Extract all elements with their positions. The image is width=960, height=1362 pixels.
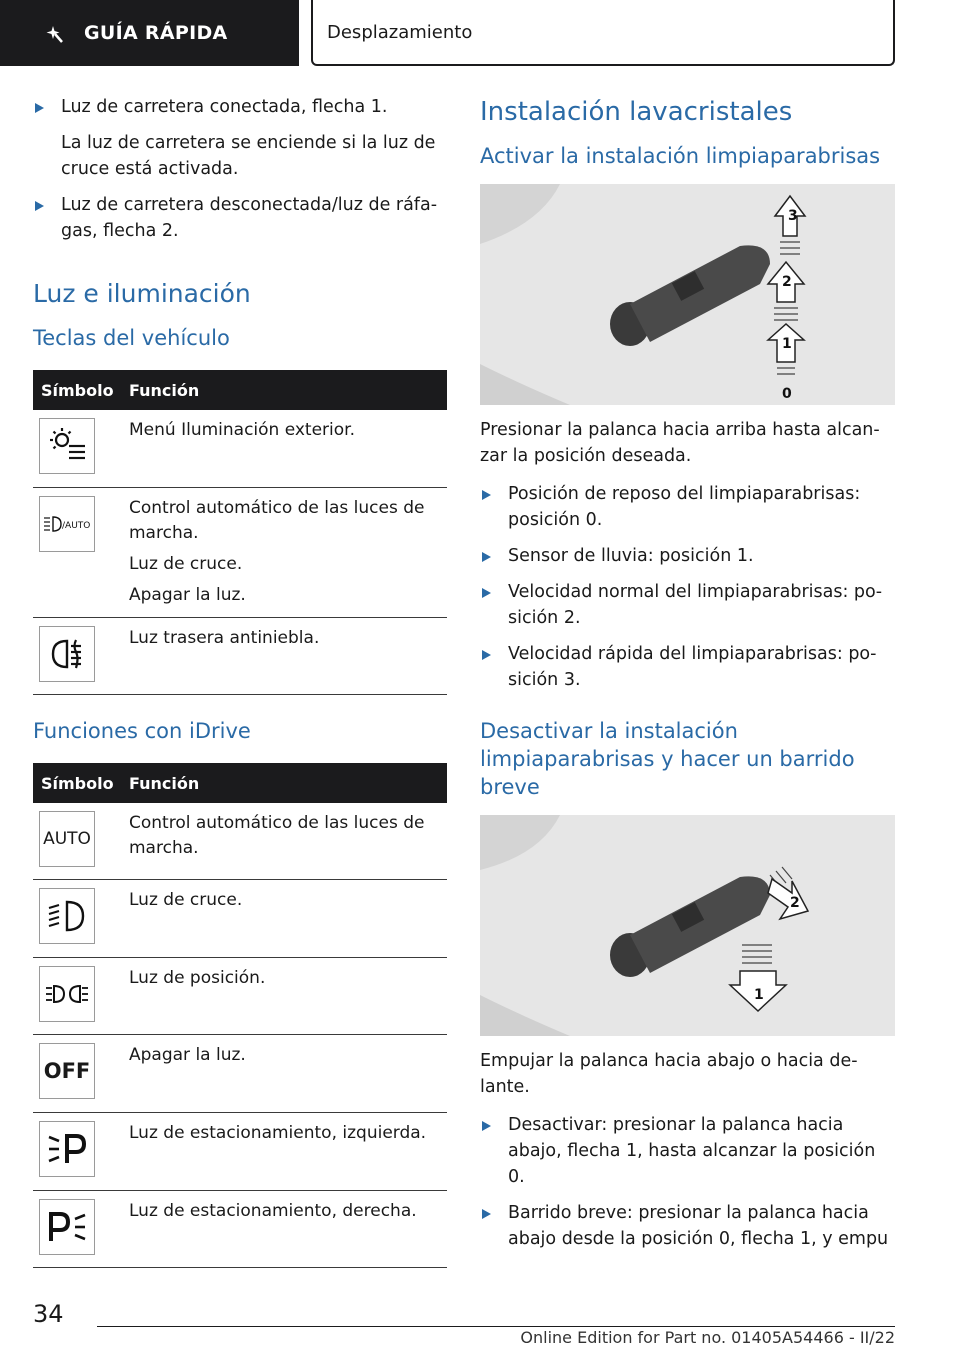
instruction-text: Presionar la palanca hacia arriba hasta alcanzar la posición deseada. [480, 420, 880, 466]
footer-divider [97, 1326, 895, 1327]
position-label: 3 [788, 208, 798, 224]
bullet-arrow-icon [482, 650, 491, 660]
table-row: Menú Iluminación exterior. [33, 410, 447, 488]
bullet-arrow-icon [482, 490, 491, 500]
table-header: Símbolo Función [33, 763, 447, 803]
bullet-arrow-icon [482, 1209, 491, 1219]
table-row: Luz de cruce. [33, 880, 447, 958]
bullet-arrow-icon [35, 103, 44, 113]
auto-text-icon: AUTO [39, 811, 95, 867]
subsection-heading: Funciones con iDrive [33, 719, 251, 743]
bullet-arrow-icon [482, 1121, 491, 1131]
subsection-heading: Teclas del vehículo [33, 326, 230, 350]
vehicle-keys-table [33, 370, 447, 695]
section-heading: Instalación lavacristales [480, 97, 793, 127]
wiper-lever-down-figure [480, 815, 895, 1036]
list-item: Sensor de lluvia: posición 1. [480, 543, 895, 569]
table-row: AUTO Control automático de las luces de marcha. [33, 803, 447, 880]
side-light-icon [39, 966, 95, 1022]
position-label: 2 [782, 274, 792, 290]
bullet-arrow-icon [482, 552, 491, 562]
right-column [480, 96, 895, 1262]
bullet-arrow-icon [35, 201, 44, 211]
table-row: Luz de estacionamiento, derecha. [33, 1191, 447, 1268]
svg-text:/AUTO: /AUTO [62, 521, 91, 531]
left-column [33, 94, 447, 1268]
list-item: Velocidad rápida del limpiaparabrisas: posición 3. [480, 641, 895, 693]
table-row: /AUTO Control automático de las luces de marcha. Luz de cruce. Apagar la luz. [33, 488, 447, 618]
position-label: 0 [782, 386, 792, 402]
rear-fog-light-icon [39, 626, 95, 682]
idrive-functions-table [33, 763, 447, 1268]
section-title: GUÍA RÁPIDA [84, 22, 228, 44]
list-item: Luz de carretera conectada, flecha 1. [33, 94, 447, 120]
edition-note: Online Edition for Part no. 01405A54466 - II/22 [520, 1328, 895, 1347]
section-tab [0, 0, 299, 66]
arrow-label: 2 [790, 895, 800, 911]
list-item: Barrido breve: presionar la palanca hacia abajo desde la posición 0, flecha 1, y empu [480, 1200, 895, 1252]
subsection-heading: Desactivar la instalación limpiaparabrisas y hacer un barrido breve [480, 719, 855, 799]
table-row: OFF Apagar la luz. [33, 1035, 447, 1113]
table-header: Símbolo Función [33, 370, 447, 410]
subsection-heading: Activar la instalación limpiaparabrisas [480, 144, 881, 168]
arrow-label: 1 [754, 987, 764, 1003]
table-row: Luz trasera antiniebla. [33, 618, 447, 695]
parking-light-right-icon [39, 1199, 95, 1255]
list-item-detail: La luz de carretera se enciende si la luz de cruce está activada. [61, 133, 436, 179]
instruction-text: Empujar la palanca hacia abajo o hacia delante. [480, 1051, 858, 1097]
page-number: 34 [33, 1300, 64, 1328]
table-row: Luz de estacionamiento, izquierda. [33, 1113, 447, 1191]
low-beam-icon [39, 888, 95, 944]
position-label: 1 [782, 336, 792, 352]
quick-guide-star-icon [40, 20, 66, 46]
chapter-title: Desplazamiento [327, 21, 473, 43]
exterior-light-menu-icon [39, 418, 95, 474]
section-heading: Luz e iluminación [33, 279, 251, 308]
parking-light-left-icon [39, 1121, 95, 1177]
table-row: Luz de posición. [33, 958, 447, 1035]
list-item: Desactivar: presionar la palanca hacia abajo, flecha 1, hasta alcanzar la posición 0. [480, 1112, 895, 1190]
list-item: Luz de carretera desconectada/luz de ráfagas, flecha 2. [33, 192, 447, 244]
chapter-tab [311, 0, 895, 66]
auto-headlight-icon [39, 496, 95, 552]
off-text-icon: OFF [39, 1043, 95, 1099]
bullet-arrow-icon [482, 588, 491, 598]
list-item: Posición de reposo del limpiaparabrisas: posición 0. [480, 481, 895, 533]
wiper-lever-up-figure [480, 184, 895, 405]
list-item: Velocidad normal del limpiaparabrisas: posición 2. [480, 579, 895, 631]
